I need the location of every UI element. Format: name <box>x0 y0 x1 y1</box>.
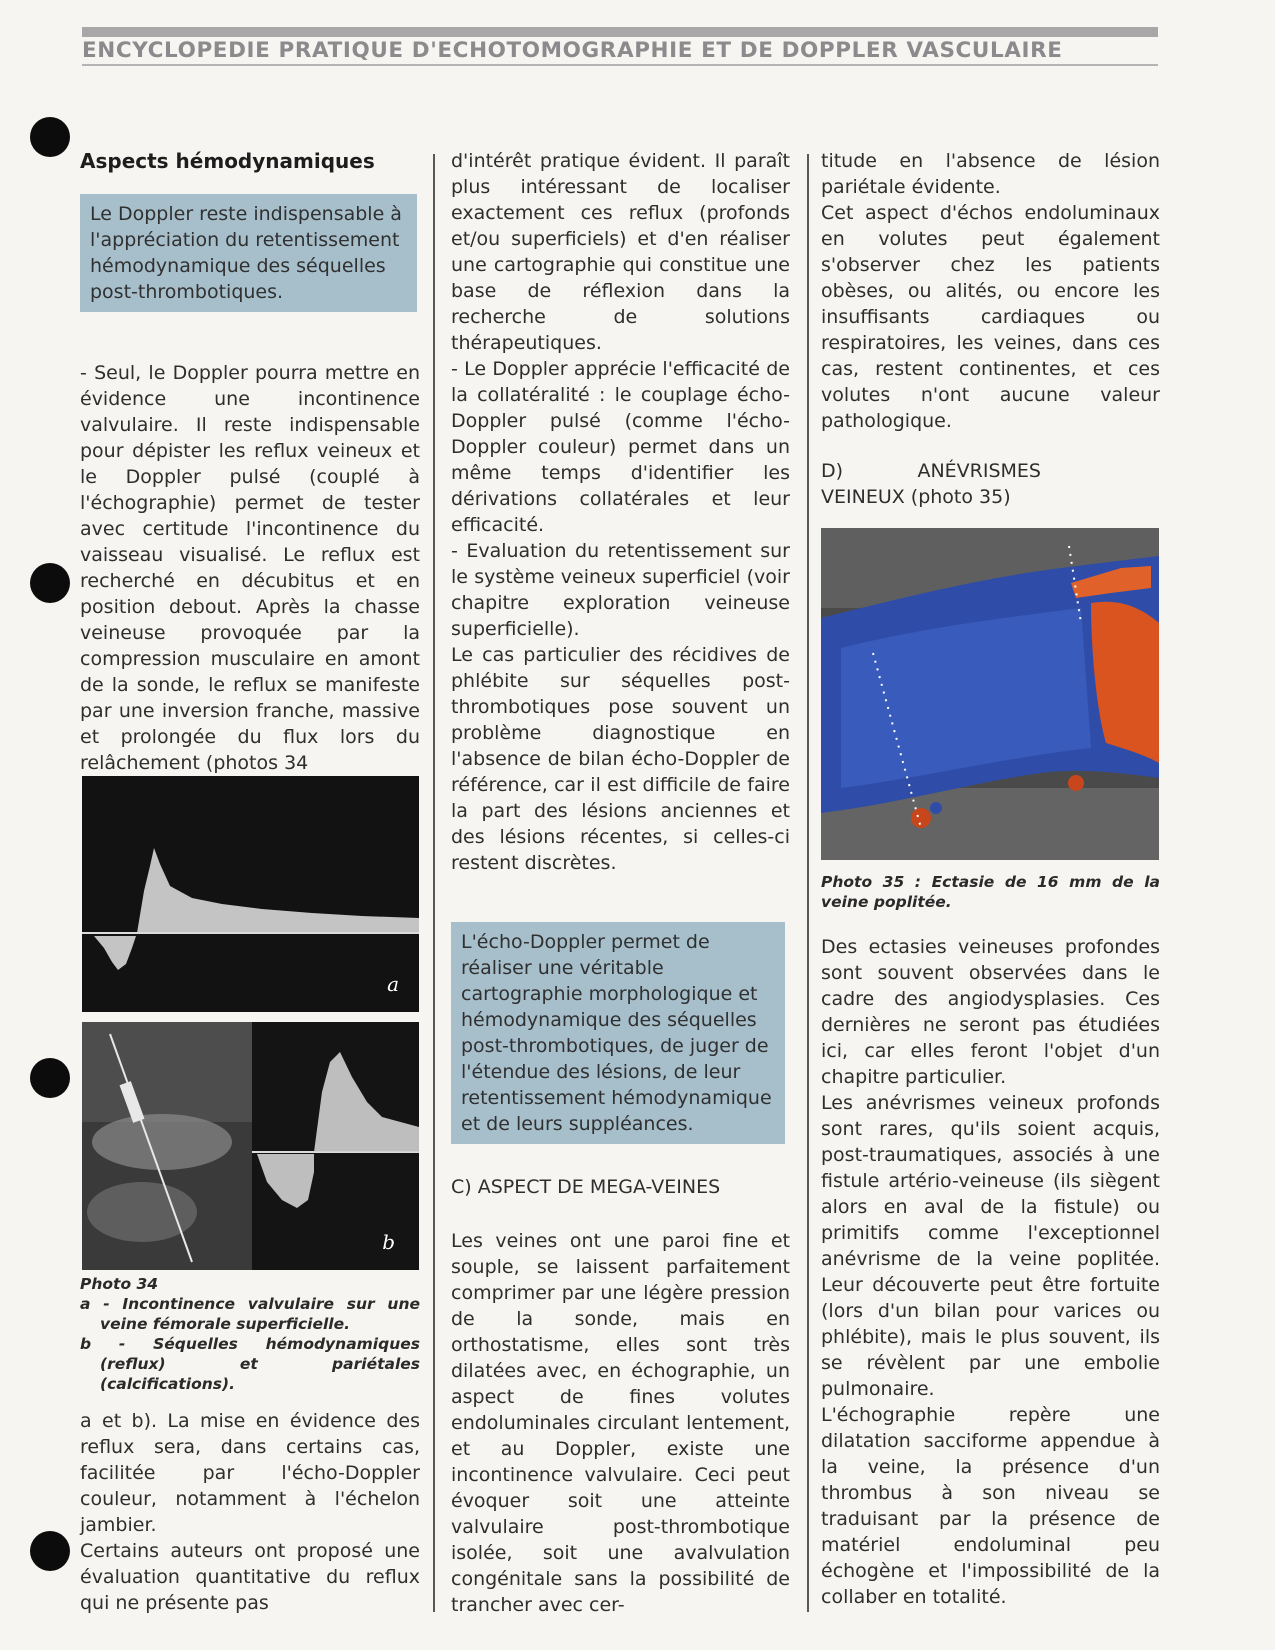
paragraph: L'échographie repère une dilatation sacciforme appendue à la veine, la présence d'un thrombus à son niveau se traduisant par la présence de matériel endoluminal peu échogène et l'impossibilité de la collaber en totalité. <box>821 1404 1160 1608</box>
header-bar <box>82 27 1158 37</box>
binder-hole <box>30 1058 70 1098</box>
caption-item-b: b - Séquelles hémodynamiques (reflux) et pariétales (calcifications). <box>80 1335 420 1393</box>
section-subheading: D) ANÉVRISMES VEINEUX (photo 35) <box>821 460 1041 508</box>
figure-letter: a <box>387 972 399 996</box>
column-1-continued <box>80 1274 420 1616</box>
paragraph: - Seul, le Doppler pourra mettre en évidence une incontinence valvulaire. Il reste indispensable pour dépister les reflux veineux et le Doppler pulsé (couplé à l'échographie) permet de tester avec certitude l'incontinence du vaisseau visualisé. Le reflux est recherché en décubitus et en position debout. Après la chasse veineuse provoquée par la compression musculaire en amont de la sonde, le reflux se manifeste par une inversion franche, massive et prolongée du flux lors du relâchement (photos 34 <box>80 362 420 774</box>
doppler-waveform-a <box>82 776 419 1012</box>
caption-title: Photo 34 <box>80 1275 159 1293</box>
page-header-title: ENCYCLOPEDIE PRATIQUE D'ECHOTOMOGRAPHIE ET DE DOPPLER VASCULAIRE <box>82 38 1063 63</box>
paragraph: - Le Doppler apprécie l'efficacité de la collatéralité : le couplage écho-Doppler pulsé (comme l'écho-Doppler couleur) permet dans un même temps d'identifier les dérivations collatérales et leur efficacité. <box>451 358 790 536</box>
paragraph: Le cas particulier des récidives de phlébite sur séquelles post-thrombotiques pose souvent un problème diagnostique en l'absence de bilan écho-Doppler de référence, car il est difficile de faire la part des lésions anciennes et des lésions récentes, si celles-ci restent discrètes. <box>451 644 790 874</box>
paragraph: d'intérêt pratique évident. Il paraît plus intéressant de localiser exactement ces reflux (profonds et/ou superficiels) et d'en réaliser une cartographie qui constitue une base de réflexion dans la recherche de solutions thérapeutiques. <box>451 150 790 354</box>
figure-photo-34a <box>82 776 419 1012</box>
paragraph: Des ectasies veineuses profondes sont souvent observées dans le cadre des angiodysplasies. Ces dernières ne seront pas étudiées ici, car elles feront l'objet d'un chapitre particulier. <box>821 936 1160 1088</box>
column-1 <box>80 148 420 776</box>
section-subheading: C) ASPECT DE MEGA-VEINES <box>451 1176 721 1198</box>
paragraph: Cet aspect d'échos endoluminaux en volutes peut également s'observer chez les patients obèses, ou alités, ou encore les insuffisants cardiaques ou respiratoires, les veines, dans ces cas, restent continentes, et ces volutes n'ont aucune valeur pathologique. <box>821 202 1160 432</box>
binder-hole <box>30 117 70 157</box>
paragraph: - Evaluation du retentissement sur le système veineux superficiel (voir chapitre exploration veineuse superficielle). <box>451 540 790 640</box>
caption-item-a: a - Incontinence valvulaire sur une veine fémorale superficielle. <box>80 1295 420 1333</box>
binder-hole <box>30 1531 70 1571</box>
paragraph: Les veines ont une paroi fine et souple, se laissent parfaitement comprimer par une légère pression de la sonde, mais en orthostatisme, elles sont très dilatées avec, en échographie, un aspect de fines volutes endoluminales circulant lentement, et au Doppler, existe une incontinence valvulaire. Ceci peut évoquer soit une atteinte valvulaire post-thrombotique isolée, soit une avalvulation congénitale sans la possibilité de trancher avec cer- <box>451 1230 790 1616</box>
paragraph: Certains auteurs ont proposé une évaluation quantitative du reflux qui ne présente pas <box>80 1540 420 1614</box>
binder-hole <box>30 563 70 603</box>
paragraph: Les anévrismes veineux profonds sont rares, qu'ils soient acquis, post-traumatiques, associés à une fistule artério-veineuse (ils siègent alors en aval de la fistule) ou primitifs comme l'exceptionnel anévrisme de la veine poplitée. Leur découverte peut être fortuite (lors d'un bilan pour varices ou phlébite), mais le plus souvent, ils se révèlent par une embolie pulmonaire. <box>821 1092 1160 1400</box>
highlight-box: Le Doppler reste indispensable à l'appréciation du retentissement hémodynamique des séquelles post-thrombotiques. <box>80 194 417 312</box>
figure-caption <box>80 1274 420 1394</box>
figure-caption: Photo 35 : Ectasie de 16 mm de la veine poplitée. <box>821 873 1160 911</box>
highlight-box: L'écho-Doppler permet de réaliser une véritable cartographie morphologique et hémodynamique des séquelles post-thrombotiques, de juger de l'étendue des lésions, de leur retentissement hémodynamique et de leurs suppléances. <box>451 922 785 1144</box>
paragraph: titude en l'absence de lésion pariétale évidente. <box>821 150 1160 198</box>
paragraph: a et b). La mise en évidence des reflux sera, dans certains cas, facilitée par l'écho-Doppler couleur, notamment à l'échelon jambier. <box>80 1410 420 1536</box>
color-doppler-image <box>821 528 1159 860</box>
header-underline <box>82 64 1158 66</box>
column-divider <box>433 154 435 1612</box>
figure-letter: b <box>382 1230 395 1254</box>
column-2 <box>451 148 790 1618</box>
column-3-continued <box>821 872 1160 1610</box>
duplex-image-b <box>82 1022 419 1270</box>
column-3 <box>821 148 1160 510</box>
section-heading: Aspects hémodynamiques <box>80 149 375 173</box>
figure-photo-35 <box>821 528 1159 860</box>
column-divider <box>807 154 809 1612</box>
figure-photo-34b <box>82 1022 419 1270</box>
